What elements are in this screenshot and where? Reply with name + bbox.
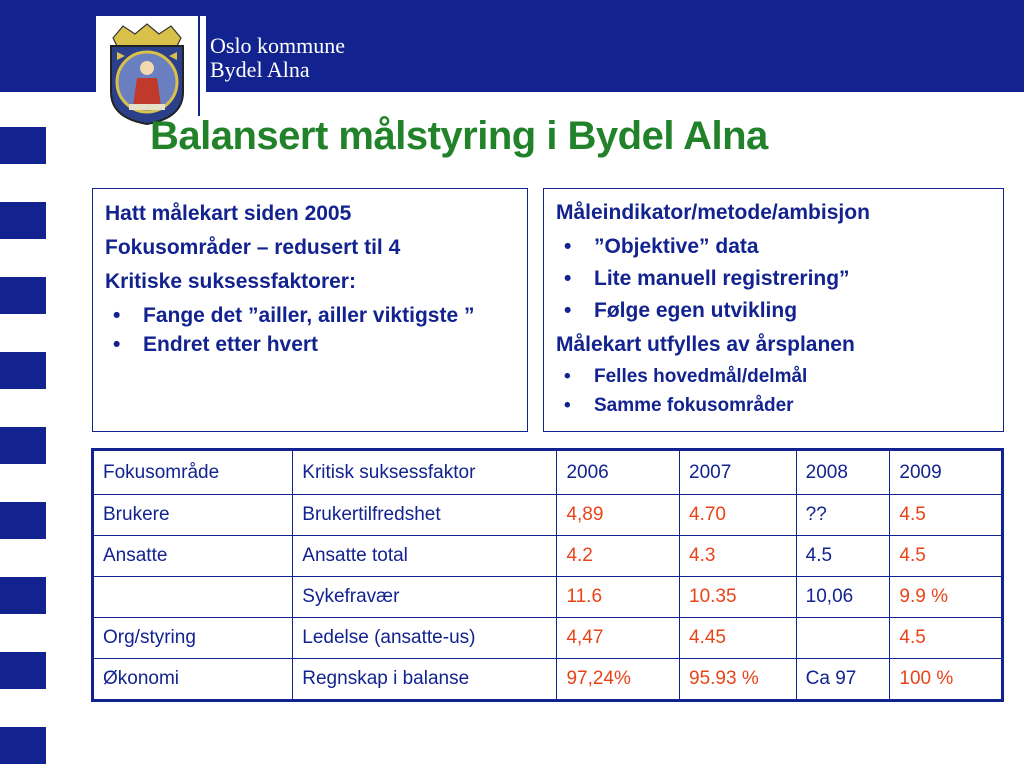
column-header: Fokusområde xyxy=(93,450,293,495)
table-cell: Økonomi xyxy=(93,659,293,701)
side-square xyxy=(0,652,46,689)
side-square xyxy=(0,277,46,314)
panel-heading: Måleindikator/metode/ambisjon xyxy=(556,201,870,224)
bullet-text: Følge egen utvikling xyxy=(594,299,798,322)
side-square xyxy=(0,352,46,389)
bullet-text: ”Objektive” data xyxy=(594,235,759,258)
bullet-item xyxy=(556,392,993,420)
left-text-panel xyxy=(92,188,528,432)
table-cell: Ca 97 xyxy=(796,659,890,701)
table-cell: 97,24% xyxy=(557,659,680,701)
table-cell: 4.70 xyxy=(680,495,797,536)
panel-heading: Målekart utfylles av årsplanen xyxy=(556,333,855,356)
table-cell xyxy=(796,618,890,659)
bullet-item xyxy=(556,232,993,262)
bullet-item xyxy=(556,363,993,391)
column-header: 2006 xyxy=(557,450,680,495)
bullet-dot: • xyxy=(564,366,571,387)
table-row xyxy=(93,495,1003,536)
bullet-text: Endret etter hvert xyxy=(143,333,319,356)
table-cell: 4,47 xyxy=(557,618,680,659)
table-cell: 11.6 xyxy=(557,577,680,618)
side-square xyxy=(0,202,46,239)
bullet-dot: • xyxy=(564,299,572,322)
brand-line-2: Bydel Alna xyxy=(210,57,310,82)
slide-title: Balansert målstyring i Bydel Alna xyxy=(150,114,768,158)
column-header: 2008 xyxy=(796,450,890,495)
brand-text xyxy=(210,34,345,82)
table-cell: 4.5 xyxy=(796,536,890,577)
table-cell: Org/styring xyxy=(93,618,293,659)
table-cell: 4.5 xyxy=(890,618,1003,659)
brand-line-1: Oslo kommune xyxy=(210,33,346,58)
table-cell: 9.9 % xyxy=(890,577,1003,618)
table-header-row xyxy=(93,450,1003,495)
table-row xyxy=(93,577,1003,618)
bullet-text: Lite manuell registrering” xyxy=(594,267,850,290)
table-cell: Brukere xyxy=(93,495,293,536)
table-cell: Ansatte total xyxy=(293,536,557,577)
bullet-text: Felles hovedmål/delmål xyxy=(594,366,808,387)
table-cell: 4.2 xyxy=(557,536,680,577)
table-cell xyxy=(93,577,293,618)
table-cell: 10,06 xyxy=(796,577,890,618)
bullet-dot: • xyxy=(113,333,121,356)
panel-line: Fokusområder – redusert til 4 xyxy=(105,236,401,259)
table-cell: 4.5 xyxy=(890,495,1003,536)
bullet-item xyxy=(105,333,517,357)
bullet-text: Samme fokusområder xyxy=(594,395,794,416)
brand-divider xyxy=(198,16,200,116)
bullet-dot: • xyxy=(564,235,572,258)
table-cell: 10.35 xyxy=(680,577,797,618)
table-cell: 4.45 xyxy=(680,618,797,659)
bullet-item xyxy=(556,296,993,326)
side-square xyxy=(0,127,46,164)
table-cell: Ansatte xyxy=(93,536,293,577)
right-text-panel xyxy=(543,188,1004,432)
table-row xyxy=(93,536,1003,577)
table-cell: Regnskap i balanse xyxy=(293,659,557,701)
side-square xyxy=(0,427,46,464)
panel-line: Kritiske suksessfaktorer: xyxy=(105,270,356,293)
table-cell: Sykefravær xyxy=(293,577,557,618)
side-square xyxy=(0,727,46,764)
panel-line: Hatt målekart siden 2005 xyxy=(105,202,352,225)
table-cell: 4.5 xyxy=(890,536,1003,577)
bullet-text: Fange det ”ailler, ailler viktigste ” xyxy=(143,304,475,327)
table-cell: 100 % xyxy=(890,659,1003,701)
scorecard-table xyxy=(91,448,1004,702)
table-cell: 95.93 % xyxy=(680,659,797,701)
table-row xyxy=(93,659,1003,701)
column-header: 2007 xyxy=(680,450,797,495)
bullet-dot: • xyxy=(564,267,572,290)
bullet-item xyxy=(105,304,517,328)
bullet-dot: • xyxy=(113,304,121,327)
table-cell: 4,89 xyxy=(557,495,680,536)
table-cell: ?? xyxy=(796,495,890,536)
table-cell: Brukertilfredshet xyxy=(293,495,557,536)
bullet-item xyxy=(556,264,993,294)
table-cell: 4.3 xyxy=(680,536,797,577)
column-header: Kritisk suksessfaktor xyxy=(293,450,557,495)
side-square xyxy=(0,502,46,539)
side-square xyxy=(0,577,46,614)
column-header: 2009 xyxy=(890,450,1003,495)
table-row xyxy=(93,618,1003,659)
bullet-dot: • xyxy=(564,395,571,416)
oslo-seal-icon xyxy=(103,22,191,126)
table-cell: Ledelse (ansatte-us) xyxy=(293,618,557,659)
